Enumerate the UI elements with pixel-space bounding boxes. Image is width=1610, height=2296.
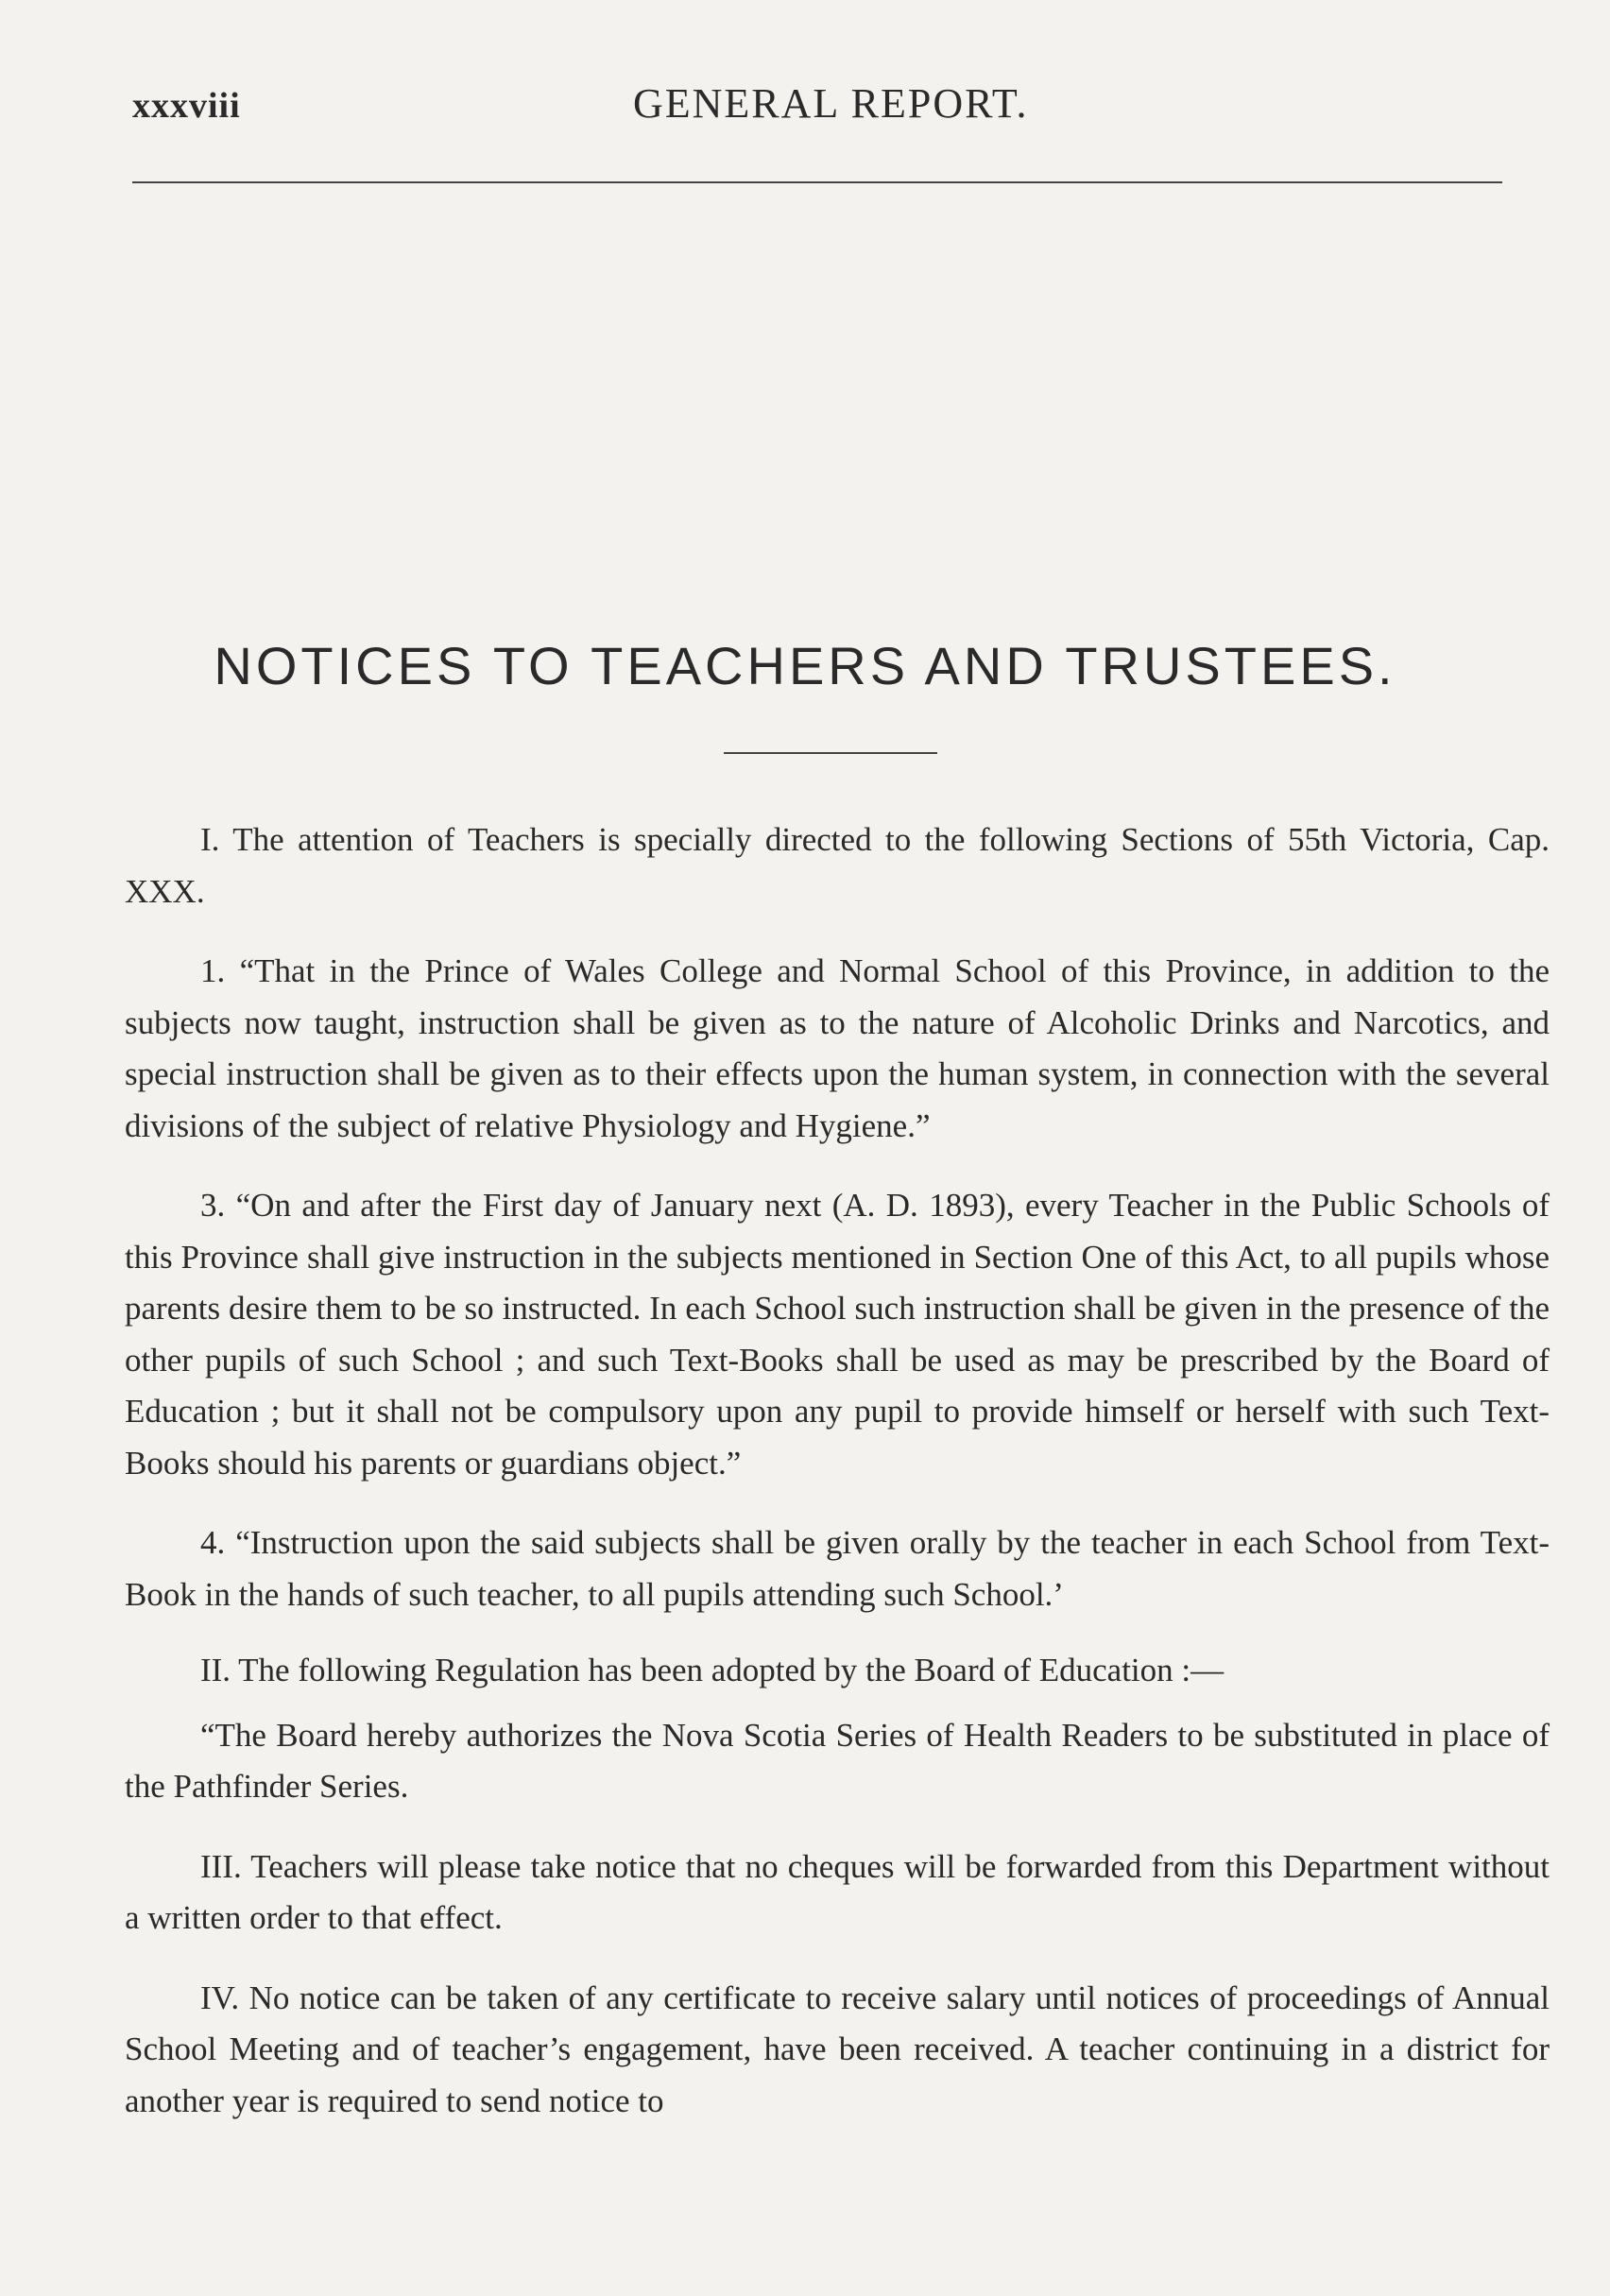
paragraph-8: IV. No notice can be taken of any certificate to receive salary until notices of proceedings of Annual School Meeting and of teacher’s engagement, have been received. A teacher continuing in a district for another year is required to send notice to — [125, 1979, 1550, 2119]
paragraph-4: 4. “Instruction upon the said subjects shall be given orally by the teacher in each School from Text-Book in the hands of such teacher, to all pupils attending such School.’ — [125, 1524, 1550, 1613]
header-rule — [132, 181, 1502, 183]
paragraph-5: II. The following Regulation has been adopted by the Board of Education :— — [200, 1652, 1225, 1688]
paragraph-3: 3. “On and after the First day of January next (A. D. 1893), every Teacher in the Public Schools of this Province shall give instruction in the subjects mentioned in Section One of this Act, to all pupils whose parents desire them to be so instructed. In each School such instruction shall be given in the presence of the other pupils of such School ; and such Text-Books shall be used as may be prescribed by the Board of Education ; but it shall not be compulsory upon any pupil to provide himself or herself with such Text-Books should his parents or guardians object.” — [125, 1187, 1550, 1482]
running-head — [132, 79, 1506, 136]
paragraph-6: “The Board hereby authorizes the Nova Scotia Series of Health Readers to be substituted in place of the Pathfinder Series. — [125, 1716, 1550, 1805]
body-text — [125, 814, 1550, 2127]
paragraph-1: I. The attention of Teachers is specially directed to the following Sections of 55th Victoria, Cap. XXX. — [125, 821, 1550, 910]
paragraph-7: III. Teachers will please take notice that no cheques will be forwarded from this Department without a written order to that effect. — [125, 1847, 1550, 1936]
section-title: NOTICES TO TEACHERS AND TRUSTEES. — [214, 636, 1396, 695]
paragraph-2: 1. “That in the Prince of Wales College and Normal School of this Province, in addition to the subjects now taught, instruction shall be given as to the nature of Alcoholic Drinks and Narcotics, and special instruction shall be given as to their effects upon the human system, in connection with the several divisions of the subject of relative Physiology and Hygiene.” — [125, 952, 1550, 1144]
title-rule — [724, 752, 937, 754]
page-number: xxxviii — [132, 86, 241, 126]
running-title: GENERAL REPORT. — [633, 80, 1029, 127]
